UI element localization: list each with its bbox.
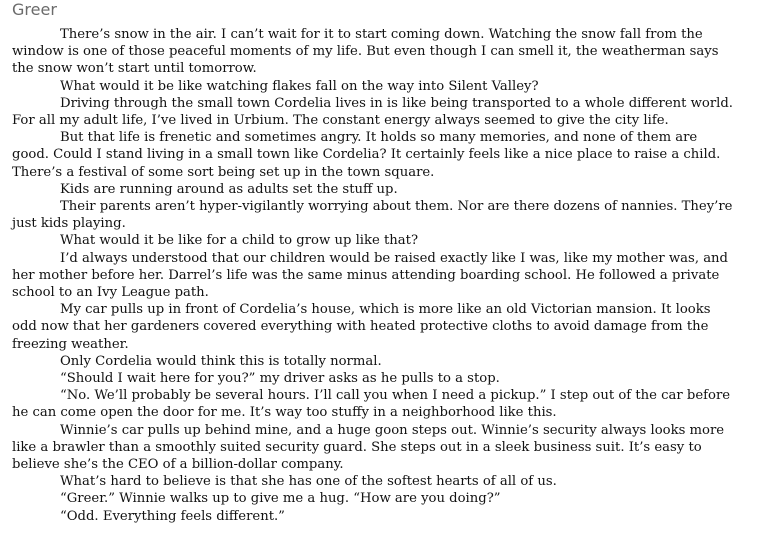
paragraph: I’d always understood that our children would be raised exactly like I was, like my mother was, and her mother before her. Darrel’s life was the same minus attending boarding school. He followed a private school to an Ivy League path. [12, 250, 728, 301]
chapter-text [12, 26, 735, 525]
paragraph: “Should I wait here for you?” my driver asks as he pulls to a stop. [60, 371, 500, 387]
paragraph: Their parents aren’t hyper-vigilantly worrying about them. Nor are there dozens of nannies. They’re just kids playing. [12, 199, 733, 232]
paragraph: Driving through the small town Cordelia lives in is like being transported to a whole different world. For all my adult life, I’ve lived in Urbium. The constant energy always seemed to give the city life. [12, 95, 734, 129]
paragraph: “Odd. Everything feels different.” [60, 508, 285, 524]
paragraph: Kids are running around as adults set the stuff up. [60, 181, 398, 197]
paragraph: My car pulls up in front of Cordelia’s house, which is more like an old Victorian mansion. It looks odd now that her gardeners covered everything with heated protective cloths to avoid damage from the freezing weather. [12, 302, 711, 352]
paragraph: Winnie’s car pulls up behind mine, and a huge goon steps out. Winnie’s security always looks more like a brawler than a smoothly suited security guard. She steps out in a sleek business suit. It’s easy to believe she’s the CEO of a billion-dollar company. [12, 422, 725, 473]
paragraph: What would it be like for a child to grow up like that? [60, 233, 419, 249]
paragraph: “Greer.” Winnie walks up to give me a hug. “How are you doing?” [60, 491, 501, 507]
paragraph: What would it be like watching flakes fall on the way into Silent Valley? [60, 78, 539, 94]
paragraph: There’s snow in the air. I can’t wait for it to start coming down. Watching the snow fall from the window is one of those peaceful moments of my life. But even though I can smell it, the weatherman says the snow won’t start until tomorrow. [12, 27, 719, 77]
paragraph: “No. We’ll probably be several hours. I’ll call you when I need a pickup.” I step out of the car before he can come open the door for me. It’s way too stuffy in a neighborhood like this. [12, 388, 731, 421]
chapter-title: Greer [12, 0, 57, 19]
paragraph: But that life is frenetic and sometimes angry. It holds so many memories, and none of them are good. Could I stand living in a small town like Cordelia? It certainly feels like a nice place to raise a child. There’s a festival of some sort being set up in the town square. [12, 130, 721, 180]
paragraph: Only Cordelia would think this is totally normal. [60, 353, 382, 369]
paragraph: What’s hard to believe is that she has one of the softest hearts of all of us. [60, 474, 557, 490]
